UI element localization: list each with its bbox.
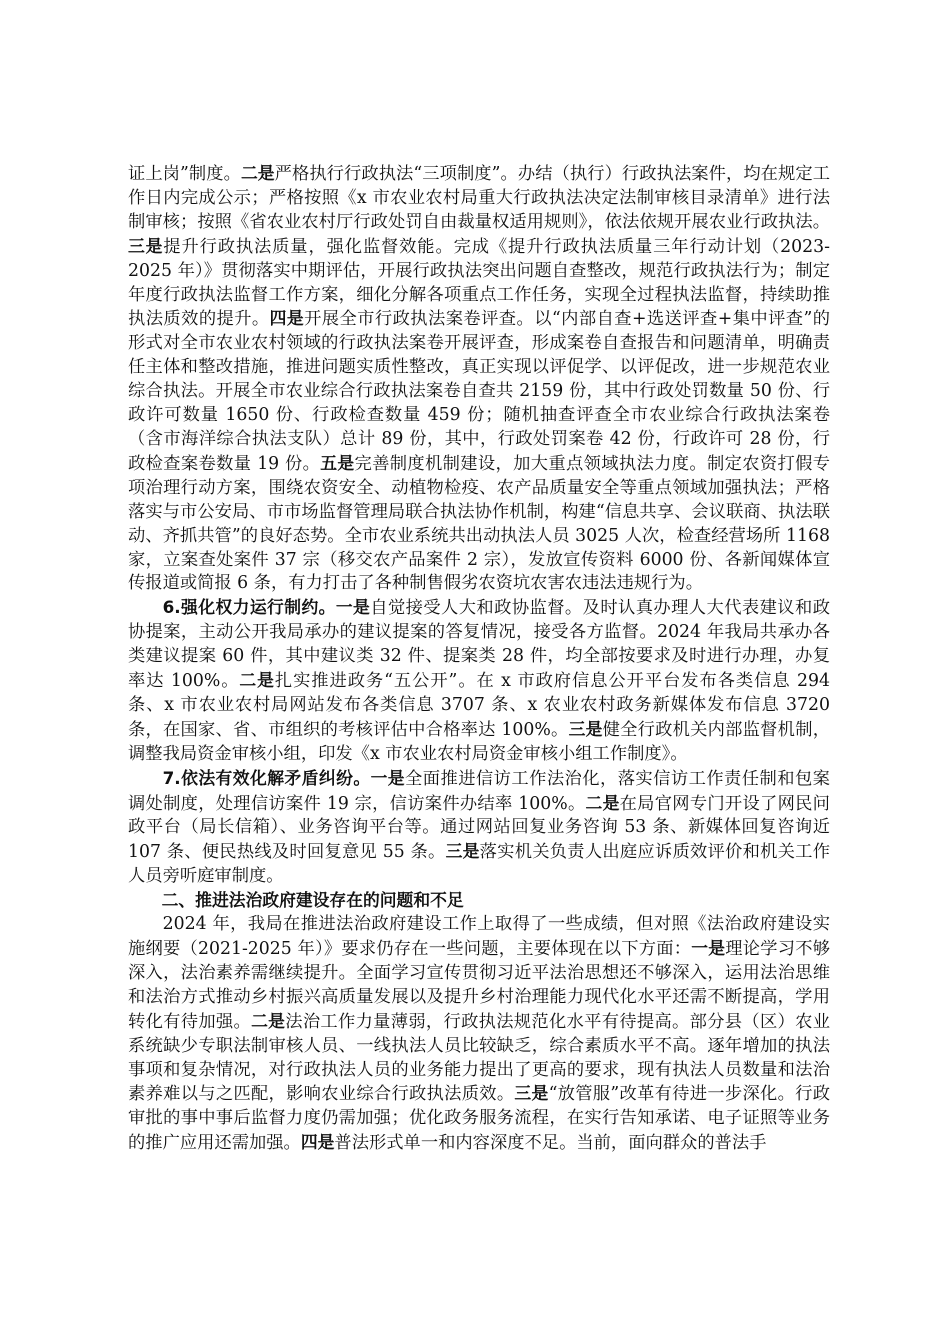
body-text-run: 2024 年，我局在推进法治政府建设工作上取得了一些成绩，但对照《法治政府建设实施纲要（2021-2025 年）》要求仍存在一些问题，主要体现在以下方面： <box>128 914 830 959</box>
bold-lead-phrase: 三是 <box>445 841 480 862</box>
body-text-run: 法治工作力量薄弱，行政执法规范化水平有待提高。部分县（区）农业系统缺少专职法制审核人员、一线执法人员比较缺乏，综合素质水平不高。逐年增加的执法事项和复杂情况，对行政执法人员的业务能力提出了更高的要求，现有执法人员数量和法治素养难以与之匹配，影响农业综合行政执法质效。 <box>128 1011 830 1105</box>
bold-lead-phrase: 五是 <box>320 452 355 473</box>
body-text-run: 全面推进信访工作法治化，落实信访工作责任制和包案调处制度，处理信访案件 19 宗，信访案件办结率 100%。 <box>128 768 830 814</box>
body-text-run: 普法形式单一和内容深度不足。当前，面向群众的普法手 <box>334 1133 767 1154</box>
bold-lead-phrase: 一是 <box>370 767 406 788</box>
paragraph-power-restriction <box>128 596 830 766</box>
bold-lead-phrase: 三是 <box>514 1083 549 1104</box>
body-text-run: “放管服”改革有待进一步深化。行政审批的事中事后监督力度仍需加强；优化政务服务流程，在实行告知承诺、电子证照等业务的推广应用还需加强。 <box>128 1084 830 1154</box>
body-text-run: 在局官网专门开设了网民问政平台（局长信箱）、业务咨询平台等。通过网站回复业务咨询 53 条、新媒体回复咨询近 107 条、便民热线及时回复意见 55 条。 <box>128 793 830 863</box>
body-text-run: 理论学习不够深入，法治素养需继续提升。全面学习宣传贯彻习近平法治思想还不够深入，运用法治思维和法治方式推动乡村振兴高质量发展以及提升乡村治理能力现代化水平还需不断提高，学用转化有待加强。 <box>128 939 830 1032</box>
bold-lead-phrase: 三是 <box>568 718 603 739</box>
body-text-run: 健全行政机关内部监督机制，调整我局资金审核小组，印发《x 市农业农村局资金审核小组工作制度》。 <box>128 719 830 764</box>
document-body <box>128 162 830 1156</box>
body-text-run: 完善制度机制建设，加大重点领域执法力度。制定农资打假专项治理行动方案，围绕农资安全、动植物检疫、农产品质量安全等重点领域加强执法；严格落实与市公安局、市市场监督管理局联合执法协作机制，构建“信息共享、会议联商、执法联动、齐抓共管”的良好态势。全市农业系统共出动执法人员 3025 人次，检查经营场所 1168 家，立案查处案件 37 宗（移交农产品案件 2 宗），发放宣传资料 6000 份、各新闻媒体宣传报道或简报 6 条，有力打击了各种制售假劣农资坑农害农违法违规行为。 <box>128 453 830 594</box>
body-text-run: 落实机关负责人出庭应诉质效评价和机关工作人员旁听庭审制度。 <box>128 842 830 887</box>
bold-lead-phrase: 6.强化权力运行制约。 <box>162 597 336 618</box>
bold-lead-phrase: 三是 <box>128 235 164 256</box>
body-text-run: 开展全市行政执法案卷评查。以“内部自查+选送评查+集中评查”的形式对全市农业农村领域的行政执法案卷开展评查，形成案卷自查报告和问题清单，明确责任主体和整改措施，推进问题实质性整改，真正实现以评促学、以评促改，进一步规范农业综合执法。开展全市农业综合行政执法案卷自查共 2159 份，其中行政处罚数量 50 份、行政许可数量 1650 份、行政检查数量 459 份；随机抽查评查全市农业综合行政执法案卷（含市海洋综合执法支队）总计 89 份，其中，行政处罚案卷 42 份，行政许可 28 份，行政检查案卷数量 19 份。 <box>128 309 830 474</box>
body-text-run: 证上岗”制度。 <box>128 164 241 184</box>
body-text-run: 严格执行行政执法“三项制度”。办结（执行）行政执法案件，均在规定工作日内完成公示；严格按照《x 市农业农村局重大行政执法决定法制审核目录清单》进行法制审核；按照《省农业农村厅行政处罚自由裁量权适用规则》，依法依规开展农业行政执法。 <box>128 164 830 232</box>
bold-lead-phrase: 二是 <box>240 163 275 183</box>
paragraph-problems <box>128 913 830 1156</box>
bold-lead-phrase: 四是 <box>269 308 305 329</box>
bold-lead-phrase: 7.依法有效化解矛盾纠纷。 <box>162 767 371 788</box>
body-text-run: 提升行政执法质量，强化监督效能。完成《提升行政执法质量三年行动计划（2023-2025 年）》贯彻落实中期评估，开展行政执法突出问题自查整改，规范行政执法行为；制定年度行政执法监督工作方案，细化分解各项重点工作任务，实现全过程执法监督，持续助推执法质效的提升。 <box>128 236 830 330</box>
bold-lead-phrase: 一是 <box>335 597 371 618</box>
body-text-run: 自觉接受人大和政协监督。及时认真办理人大代表建议和政协提案，主动公开我局承办的建议提案的答复情况，接受各方监督。2024 年我局共承办各类建议提案 60 件，其中建议类 32 件、提案类 28 件，均全部按要求及时进行办理，办复率达 100%。 <box>128 598 830 692</box>
body-text-run: 扎实推进政务“五公开”。在 x 市政府信息公开平台发布各类信息 294 条、x 市农业农村局网站发布各类信息 3707 条、x 农业农村政务新媒体发布信息 3720 条，在国家、省、市组织的考核评估中合格率达 100%。 <box>128 671 830 740</box>
bold-lead-phrase: 二是 <box>585 792 620 813</box>
paragraph-dispute-resolution <box>128 767 830 890</box>
bold-lead-phrase: 二是 <box>251 1010 286 1031</box>
paragraph-law-enforcement <box>128 162 830 596</box>
bold-lead-phrase: 四是 <box>300 1132 335 1153</box>
section-heading-problems: 二、推进法治政府建设存在的问题和不足 <box>161 890 464 911</box>
bold-lead-phrase: 二是 <box>239 670 275 691</box>
bold-lead-phrase: 一是 <box>691 938 726 958</box>
